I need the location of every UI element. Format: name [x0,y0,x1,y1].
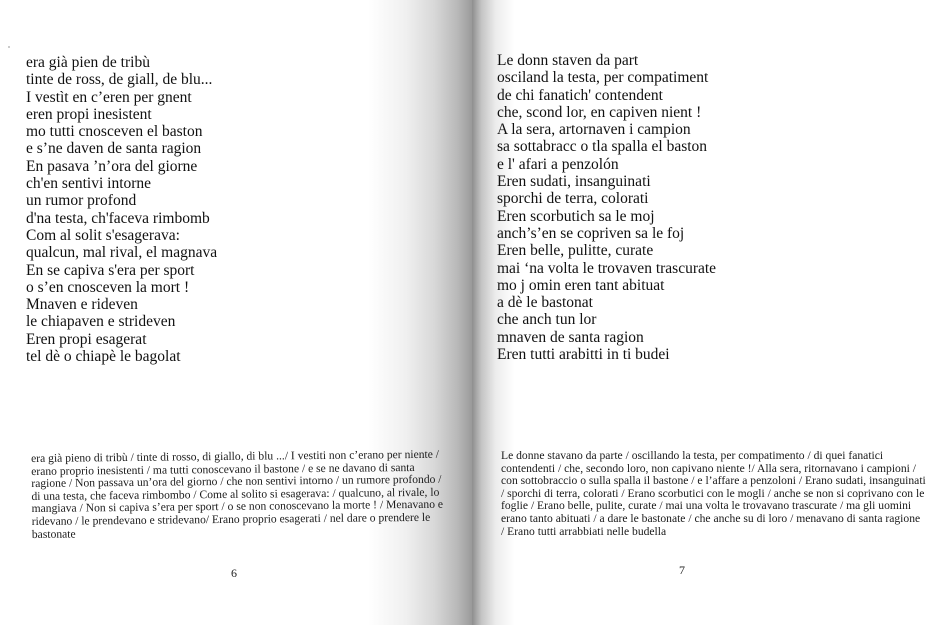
poem-line: mo j omin eren tant abituat [497,276,665,294]
poem-line: mo tutti cnosceven el baston [26,123,203,141]
poem-line: mnaven de santa ragion [497,328,644,346]
poem-line: sa sottabracc o tla spalla el baston [497,138,708,156]
poem-line: a dè le bastonat [497,294,593,312]
poem-line: Eren scorbutich sa le moj [497,207,655,225]
poem-line: En pasava ’n’ora del giorne [26,157,198,175]
poem-line: osciland la testa, per compatiment [497,69,709,87]
poem-line: Eren sudati, insanguinati [497,173,651,191]
poem-line: qualcun, mal rival, el magnava [26,244,218,262]
poem-line: Mnaven e rideven [26,296,138,314]
paper-speck [8,46,10,48]
poem-line: Eren belle, pulitte, curate [497,242,654,260]
poem-line: e s’ne daven de santa ragion [26,140,202,158]
poem-line: En se capiva s'era per sport [26,261,195,279]
poem-line: A la sera, artornaven i campion [497,121,691,139]
poem-line: tel dè o chiapè le bagolat [26,348,181,366]
poem-line: anch’s’en se copriven sa le foj [497,224,685,242]
page-number-left: 6 [231,566,237,580]
poem-line: Eren tutti arabitti in ti budei [497,346,670,364]
right-poem [497,52,716,363]
left-page [0,0,472,625]
poem-line: Le donn staven da part [497,52,639,69]
poem-line: un rumor profond [26,192,137,210]
poem-line: d'na testa, ch'faceva rimbomb [26,209,210,227]
poem-line: che, scond lor, en capiven nient ! [497,103,702,121]
poem-line: I vestìt en c’eren per gnent [26,88,192,106]
poem-line: mai ‘na volta le trovaven trascurate [497,259,717,277]
poem-line: de chi fanatich' contendent [497,86,663,104]
poem-line: che anch tun lor [497,311,597,329]
right-translation: Le donne stavano da parte / oscillando la testa, per compatimento / di quei fanatici contendenti / che, secondo loro, non capivano niente !/ Alla sera, ritornavano i campioni / con sottobraccio o sulla spalla il bastone / e l’affare a penzoloni / Erano sudati, insanguinati / sporchi di terra, colorati / Erano scorbutici con le mogli / anche se non si coprivano con le foglie / Erano belle, pulite, curate / mai una volta le trovavano trascurate / ma gli uomini erano tanto abituati / a dare le bastonate / che anche su di loro / menavano di santa ragione / Erano tutti arrabbiati nelle budella [501,449,926,538]
poem-line: e l' afari a penzolón [497,155,619,173]
poem-line: sporchi de terra, colorati [497,190,649,208]
poem-line: o s’en cnosceven la mort ! [26,278,190,296]
left-translation: era già pieno di tribù / tinte di rosso, di giallo, di blu .../ I vestiti non c’erano per niente / erano proprio inesistenti / ma tutti conoscevano il bastone / e se ne davano di santa ragione / Non passava un’ora del giorno / che non sentivi intorno / un rumore profondo / di una testa, che faceva rimbombo / Come al solito si esagerava: / qualcuno, al rivale, lo mangiava / Non si capiva s’era per sport / o se non conoscevano la morte ! / Menavano e ridevano / le prendevano e stridevano/ Erano proprio esagerati / nel dare o prendere le bastonate [30,447,444,541]
poem-line: Eren propi esagerat [26,330,147,348]
poem-line: ch'en sentivi intorne [26,175,152,193]
poem-line: Com al solit s'esagerava: [26,226,180,244]
poem-line: tinte de ross, de giall, de blu... [26,71,213,89]
right-page [472,0,945,625]
poem-line: le chiapaven e strideven [26,313,176,331]
poem-line: eren propi inesistent [26,105,152,123]
left-poem [26,54,217,365]
poem-line: era già pien de tribù [26,54,150,71]
page-number-right: 7 [679,563,685,577]
